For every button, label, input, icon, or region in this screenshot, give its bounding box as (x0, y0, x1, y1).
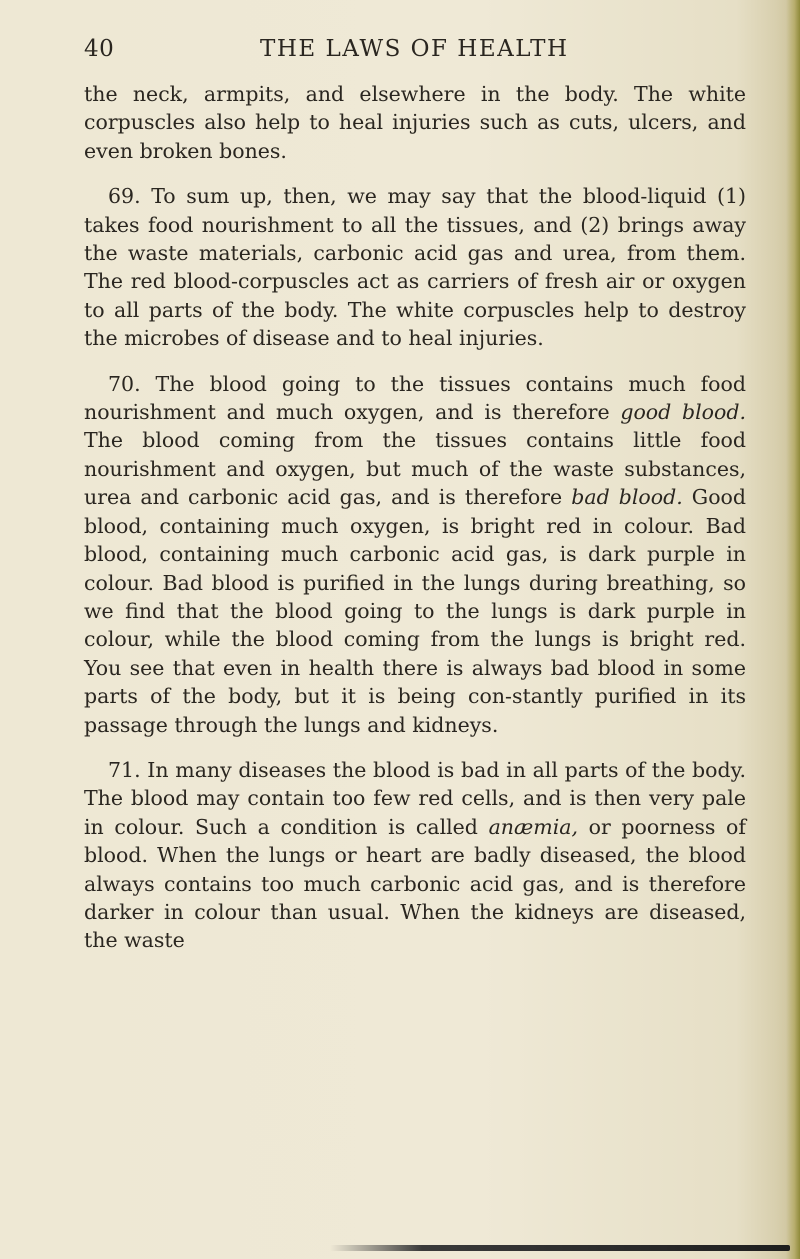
paragraph-text: Good blood, containing much oxygen, is bright red in colour. Bad blood, containing much carbonic acid gas, is dark purple in colour. Bad blood is purified in the lungs during breathing, so we find that the blood going to the lungs is dark purple in colour, while the blood coming from the lungs is bright red. You see that even in health there is always bad blood in some parts of the body, but it is being con-stantly purified in its passage through the lungs and kidneys. (84, 485, 746, 737)
italic-term: bad blood. (571, 485, 683, 510)
paragraph-text: the neck, armpits, and elsewhere in the body. The white corpuscles also help to heal injuries such as cuts, ulcers, and even broken bones. (84, 82, 746, 163)
paragraph-number: 69. (108, 184, 141, 209)
page-edge-shadow (786, 0, 800, 1259)
bottom-edge-rule (330, 1245, 790, 1251)
running-head (0, 36, 800, 70)
paragraph-70 (84, 370, 746, 739)
running-title: THE LAWS OF HEALTH (260, 36, 569, 62)
paragraph-71 (84, 756, 746, 955)
paragraph-text: In many diseases the blood is bad in all parts of the body. The blood may contain too few red cells, and is then very pale in colour. Such a condition is called (84, 757, 746, 839)
paragraph-number: 70. (108, 371, 141, 396)
paragraph-number: 71. (108, 757, 141, 782)
page-number: 40 (84, 36, 115, 62)
paragraph-text: The blood going to the tissues contains much food nourishment and much oxygen, and is therefore (84, 371, 746, 425)
italic-term: anæmia, (488, 814, 579, 839)
paragraph-text: To sum up, then, we may say that the blood-liquid (1) takes food nourishment to all the tissues, and (2) brings away the waste materials, carbonic acid gas and urea, from them. The red blood-corpuscles act as carriers of fresh air or oxygen to all parts of the body. The white corpuscles help to destroy the microbes of disease and to heal injuries. (84, 184, 746, 351)
paragraph-continued (84, 80, 746, 165)
paragraph-69 (84, 182, 746, 352)
italic-term: good blood. (620, 400, 746, 425)
paragraph-text: The blood coming from the tissues contains little food nourishment and oxygen, but much of the waste substances, urea and carbonic acid gas, and is therefore (84, 428, 746, 510)
body-text (84, 80, 746, 972)
paragraph-text: or poorness of blood. When the lungs or heart are badly diseased, the blood always contains too much carbonic acid gas, and is therefore darker in colour than usual. When the kidneys are diseased, the waste (84, 814, 746, 953)
